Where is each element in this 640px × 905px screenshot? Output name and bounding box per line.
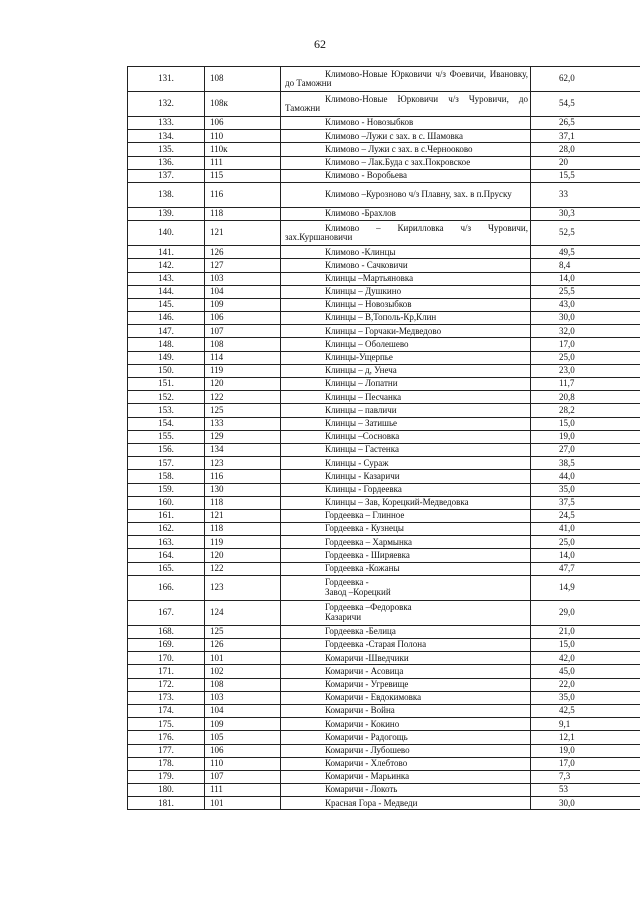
route-code-cell: 122 [205,562,281,575]
table-row [128,784,640,797]
table-row [128,338,640,351]
table-row [128,797,640,810]
route-name-cell: Комаричи - Евдокимовка [281,691,531,704]
route-code-cell: 104 [205,704,281,717]
table-row [128,182,640,207]
row-number-cell: 181. [128,797,205,810]
route-name-cell: Клинцы – Затишье [281,417,531,430]
route-name-cell: Гордеевка - Ширяевка [281,549,531,562]
distance-cell: 42,5 [531,704,640,717]
row-number-cell: 152. [128,391,205,404]
route-code-cell: 110 [205,757,281,770]
table-row [128,562,640,575]
row-number-cell: 162. [128,523,205,536]
row-number-cell: 173. [128,691,205,704]
table-row [128,704,640,717]
route-code-cell: 119 [205,536,281,549]
table-row [128,731,640,744]
route-name-cell: Климово -Брахлов [281,207,531,220]
route-code-cell: 118 [205,207,281,220]
table-row [128,364,640,377]
row-number-cell: 142. [128,259,205,272]
route-name-cell: Клинцы – павличи [281,404,531,417]
table-row [128,639,640,652]
route-code-cell: 118 [205,523,281,536]
distance-cell: 35,0 [531,691,640,704]
row-number-cell: 168. [128,625,205,638]
table-row [128,496,640,509]
route-code-cell: 127 [205,259,281,272]
row-number-cell: 166. [128,575,205,600]
distance-cell: 30,3 [531,207,640,220]
route-name-cell: Климово –Курозново ч/з Плавну, зах. в п.Пруску [281,182,531,207]
route-name-cell: Клинцы – Оболешево [281,338,531,351]
row-number-cell: 174. [128,704,205,717]
route-code-cell: 114 [205,351,281,364]
route-code-cell: 126 [205,246,281,259]
table-row [128,691,640,704]
distance-cell: 9,1 [531,718,640,731]
table-row [128,470,640,483]
route-code-cell: 123 [205,457,281,470]
route-code-cell: 118 [205,496,281,509]
table-row [128,625,640,638]
table-row [128,417,640,430]
table-row [128,67,640,92]
route-name-cell: Красная Гора - Медведи [281,797,531,810]
route-code-cell: 123 [205,575,281,600]
route-name-cell: Комаричи - Локоть [281,784,531,797]
table-row [128,404,640,417]
table-row [128,575,640,600]
distance-cell: 30,0 [531,797,640,810]
table-row [128,312,640,325]
distance-cell: 15,0 [531,639,640,652]
route-code-cell: 107 [205,770,281,783]
distance-cell: 53 [531,784,640,797]
route-code-cell: 108 [205,338,281,351]
row-number-cell: 149. [128,351,205,364]
route-name-cell: Комаричи - Война [281,704,531,717]
distance-cell: 44,0 [531,470,640,483]
route-code-cell: 116 [205,470,281,483]
row-number-cell: 143. [128,272,205,285]
row-number-cell: 169. [128,639,205,652]
row-number-cell: 170. [128,652,205,665]
routes-table-body [128,67,640,810]
distance-cell: 7,3 [531,770,640,783]
table-row [128,221,640,246]
route-code-cell: 109 [205,718,281,731]
route-code-cell: 120 [205,549,281,562]
row-number-cell: 158. [128,470,205,483]
route-name-cell: Клинцы - Казаричи [281,470,531,483]
row-number-cell: 167. [128,600,205,625]
route-name-cell: Комаричи - Лубошево [281,744,531,757]
row-number-cell: 177. [128,744,205,757]
distance-cell: 42,0 [531,652,640,665]
route-code-cell: 111 [205,784,281,797]
table-row [128,391,640,404]
route-name-cell: Клинцы – Душкино [281,285,531,298]
table-row [128,536,640,549]
route-name-cell: Клинцы –Мартьяновка [281,272,531,285]
route-code-cell: 119 [205,364,281,377]
route-code-cell: 109 [205,298,281,311]
route-name-cell: Гордеевка - Завод –Корецкий [281,575,531,600]
row-number-cell: 135. [128,143,205,156]
route-name-cell: Комаричи -Шведчики [281,652,531,665]
row-number-cell: 163. [128,536,205,549]
distance-cell: 8,4 [531,259,640,272]
distance-cell: 28,2 [531,404,640,417]
distance-cell: 35,0 [531,483,640,496]
row-number-cell: 133. [128,117,205,130]
distance-cell: 52,5 [531,221,640,246]
page-number: 62 [314,37,326,51]
route-name-cell: Комаричи - Хлебтово [281,757,531,770]
table-row [128,549,640,562]
row-number-cell: 159. [128,483,205,496]
distance-cell: 28,0 [531,143,640,156]
table-row [128,770,640,783]
route-code-cell: 103 [205,272,281,285]
route-code-cell: 116 [205,182,281,207]
route-name-cell: Гордеевка - Кузнецы [281,523,531,536]
table-row [128,169,640,182]
route-name-cell: Клинцы – В,Тополь-Кр,Клин [281,312,531,325]
table-row [128,443,640,456]
route-name-cell: Клинцы – Зав, Корецкий-Медведовка [281,496,531,509]
row-number-cell: 165. [128,562,205,575]
route-name-cell: Климово - Сачковичи [281,259,531,272]
distance-cell: 15,0 [531,417,640,430]
route-name-cell: Клинцы – Лопатни [281,378,531,391]
row-number-cell: 154. [128,417,205,430]
route-name-cell: Гордеевка – Хармынка [281,536,531,549]
distance-cell: 27,0 [531,443,640,456]
route-name-cell: Гордеевка -Старая Полона [281,639,531,652]
route-name-cell: Климово – Лак.Буда с зах.Покровское [281,156,531,169]
table-row [128,298,640,311]
row-number-cell: 180. [128,784,205,797]
table-row [128,665,640,678]
table-row [128,246,640,259]
row-number-cell: 132. [128,92,205,117]
route-name-cell: Комаричи - Кокино [281,718,531,731]
distance-cell: 47,7 [531,562,640,575]
route-name-cell: Климово-Новые Юрковичи ч/з Чуровичи, до Таможни [281,92,531,117]
distance-cell: 23,0 [531,364,640,377]
table-row [128,652,640,665]
table-row [128,600,640,625]
route-name-cell: Климово -Клинцы [281,246,531,259]
distance-cell: 45,0 [531,665,640,678]
route-code-cell: 110к [205,143,281,156]
distance-cell: 43,0 [531,298,640,311]
distance-cell: 32,0 [531,325,640,338]
distance-cell: 49,5 [531,246,640,259]
route-code-cell: 134 [205,443,281,456]
row-number-cell: 171. [128,665,205,678]
row-number-cell: 179. [128,770,205,783]
distance-cell: 25,0 [531,536,640,549]
row-number-cell: 153. [128,404,205,417]
row-number-cell: 131. [128,67,205,92]
route-name-cell: Климово – Кирилловка ч/з Чуровичи, зах.Куршановичи [281,221,531,246]
distance-cell: 37,5 [531,496,640,509]
route-name-cell: Клинцы – д, Унеча [281,364,531,377]
table-row [128,156,640,169]
distance-cell: 24,5 [531,509,640,522]
row-number-cell: 138. [128,182,205,207]
route-name-cell: Комаричи - Марьинка [281,770,531,783]
route-name-cell: Гордеевка -Кожаны [281,562,531,575]
route-name-cell: Комаричи - Радогощь [281,731,531,744]
route-code-cell: 121 [205,509,281,522]
route-name-cell: Клинцы –Сосновка [281,430,531,443]
route-code-cell: 124 [205,600,281,625]
row-number-cell: 161. [128,509,205,522]
row-number-cell: 176. [128,731,205,744]
row-number-cell: 140. [128,221,205,246]
table-row [128,430,640,443]
route-name-cell: Клинцы - Гордеевка [281,483,531,496]
route-code-cell: 111 [205,156,281,169]
distance-cell: 14,0 [531,549,640,562]
distance-cell: 14,9 [531,575,640,600]
route-code-cell: 125 [205,625,281,638]
route-name-cell: Гордеевка -Белица [281,625,531,638]
route-code-cell: 125 [205,404,281,417]
row-number-cell: 164. [128,549,205,562]
distance-cell: 19,0 [531,430,640,443]
route-name-cell: Клинцы – Горчаки-Медведово [281,325,531,338]
distance-cell: 38,5 [531,457,640,470]
row-number-cell: 160. [128,496,205,509]
route-name-cell: Климово –Лужи с зах. в с. Шамовка [281,130,531,143]
table-row [128,259,640,272]
distance-cell: 41,0 [531,523,640,536]
route-code-cell: 102 [205,665,281,678]
route-code-cell: 108 [205,678,281,691]
row-number-cell: 144. [128,285,205,298]
distance-cell: 26,5 [531,117,640,130]
table-row [128,285,640,298]
route-code-cell: 108 [205,67,281,92]
route-name-cell: Клинцы - Сураж [281,457,531,470]
route-name-cell: Климово - Воробьева [281,169,531,182]
row-number-cell: 151. [128,378,205,391]
distance-cell: 30,0 [531,312,640,325]
route-name-cell: Комаричи - Асовица [281,665,531,678]
route-name-cell: Комаричи - Угревище [281,678,531,691]
row-number-cell: 178. [128,757,205,770]
route-code-cell: 106 [205,312,281,325]
distance-cell: 29,0 [531,600,640,625]
table-row [128,457,640,470]
row-number-cell: 172. [128,678,205,691]
table-row [128,143,640,156]
route-code-cell: 130 [205,483,281,496]
row-number-cell: 141. [128,246,205,259]
row-number-cell: 136. [128,156,205,169]
row-number-cell: 146. [128,312,205,325]
table-row [128,130,640,143]
table-row [128,523,640,536]
row-number-cell: 145. [128,298,205,311]
distance-cell: 20 [531,156,640,169]
distance-cell: 33 [531,182,640,207]
route-code-cell: 106 [205,744,281,757]
distance-cell: 37,1 [531,130,640,143]
table-row [128,272,640,285]
distance-cell: 54,5 [531,92,640,117]
table-row [128,509,640,522]
table-row [128,378,640,391]
table-row [128,757,640,770]
distance-cell: 15,5 [531,169,640,182]
route-code-cell: 105 [205,731,281,744]
routes-table [127,66,640,810]
route-code-cell: 120 [205,378,281,391]
row-number-cell: 155. [128,430,205,443]
table-row [128,92,640,117]
table-row [128,744,640,757]
distance-cell: 22,0 [531,678,640,691]
row-number-cell: 139. [128,207,205,220]
distance-cell: 25,5 [531,285,640,298]
route-code-cell: 103 [205,691,281,704]
row-number-cell: 157. [128,457,205,470]
row-number-cell: 137. [128,169,205,182]
row-number-cell: 134. [128,130,205,143]
distance-cell: 17,0 [531,757,640,770]
distance-cell: 14,0 [531,272,640,285]
distance-cell: 19,0 [531,744,640,757]
route-code-cell: 129 [205,430,281,443]
distance-cell: 12,1 [531,731,640,744]
route-name-cell: Гордеевка – Глинное [281,509,531,522]
route-code-cell: 121 [205,221,281,246]
route-name-cell: Клинцы – Гастенка [281,443,531,456]
route-code-cell: 115 [205,169,281,182]
table-row [128,483,640,496]
row-number-cell: 147. [128,325,205,338]
route-name-cell: Клинцы-Ущерпье [281,351,531,364]
route-code-cell: 122 [205,391,281,404]
distance-cell: 17,0 [531,338,640,351]
route-code-cell: 133 [205,417,281,430]
row-number-cell: 156. [128,443,205,456]
distance-cell: 25,0 [531,351,640,364]
route-name-cell: Клинцы – Новозыбков [281,298,531,311]
distance-cell: 21,0 [531,625,640,638]
row-number-cell: 150. [128,364,205,377]
distance-cell: 20,8 [531,391,640,404]
route-code-cell: 104 [205,285,281,298]
route-code-cell: 108к [205,92,281,117]
table-row [128,117,640,130]
route-code-cell: 106 [205,117,281,130]
table-row [128,351,640,364]
row-number-cell: 175. [128,718,205,731]
table-row [128,207,640,220]
route-name-cell: Гордеевка –Федоровка Казаричи [281,600,531,625]
route-name-cell: Климово-Новые Юрковичи ч/з Фоевичи, Ивановку, до Таможни [281,67,531,92]
row-number-cell: 148. [128,338,205,351]
route-code-cell: 126 [205,639,281,652]
distance-cell: 11,7 [531,378,640,391]
route-name-cell: Климово - Новозыбков [281,117,531,130]
route-code-cell: 101 [205,797,281,810]
table-row [128,678,640,691]
table-row [128,718,640,731]
route-name-cell: Клинцы – Песчанка [281,391,531,404]
route-name-cell: Климово – Лужи с зах. в с.Чернооково [281,143,531,156]
route-code-cell: 107 [205,325,281,338]
table-row [128,325,640,338]
route-code-cell: 101 [205,652,281,665]
route-code-cell: 110 [205,130,281,143]
distance-cell: 62,0 [531,67,640,92]
